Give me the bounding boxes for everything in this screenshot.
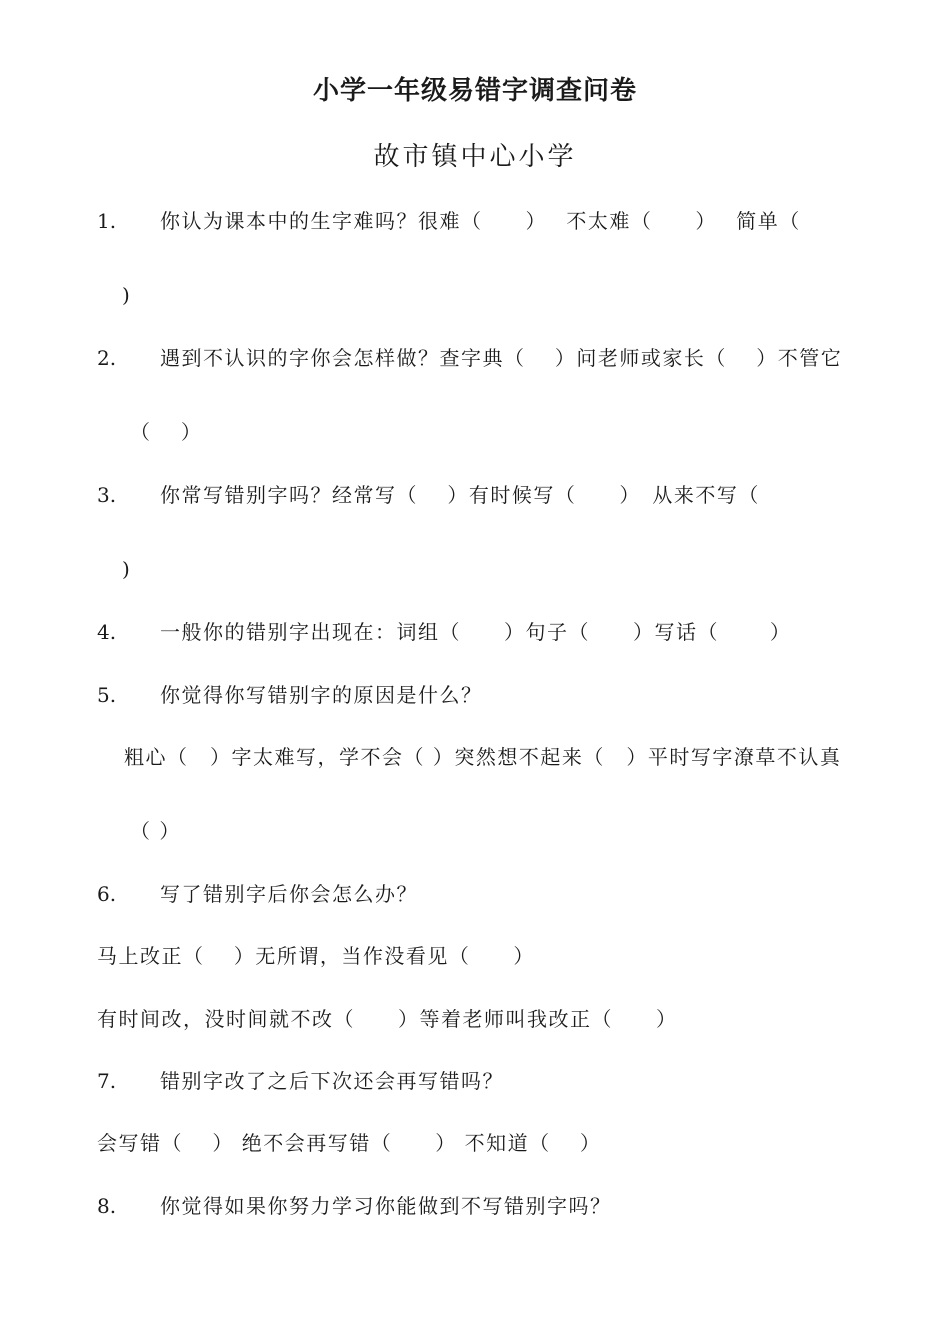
question-6-options-2: 有时间改，没时间就不改（ ）等着老师叫我改正（ ）	[97, 1007, 678, 1031]
question-6-number: 6.	[97, 882, 117, 906]
question-5-number: 5.	[97, 683, 117, 707]
question-7-options: 会写错（ ） 绝不会再写错（ ） 不知道（ ）	[97, 1131, 602, 1155]
question-1-continuation: )	[122, 283, 132, 307]
question-3-text: 你常写错别字吗？经常写（ ）有时候写（ ） 从来不写（	[160, 483, 760, 507]
question-7-text: 错别字改了之后下次还会再写错吗？	[160, 1069, 504, 1093]
question-8-number: 8.	[97, 1194, 117, 1218]
question-1-number: 1.	[97, 209, 117, 233]
question-1-text: 你认为课本中的生字难吗？很难（ ） 不太难（ ） 简单（	[160, 209, 801, 233]
question-2-continuation: （ ）	[130, 420, 203, 444]
page-title: 小学一年级易错字调查问卷	[312, 76, 637, 106]
question-6-text: 写了错别字后你会怎么办？	[160, 882, 418, 906]
question-3-continuation: )	[122, 557, 132, 581]
question-2-number: 2.	[97, 346, 117, 370]
question-4-number: 4.	[97, 620, 117, 644]
question-2-text: 遇到不认识的字你会怎样做？查字典（ ）问老师或家长（ ）不管它	[160, 346, 843, 370]
school-name: 故市镇中心小学	[373, 142, 577, 172]
question-4-text: 一般你的错别字出现在：词组（ ）句子（ ）写话（ ）	[160, 620, 792, 644]
question-5-options-continuation: （ ）	[130, 819, 181, 843]
question-5-options: 粗心（ ）字太难写，学不会（ ）突然想不起来（ ）平时写字潦草不认真	[124, 745, 842, 769]
question-8-text: 你觉得如果你努力学习你能做到不写错别字吗？	[160, 1194, 612, 1218]
question-3-number: 3.	[97, 483, 117, 507]
question-6-options-1: 马上改正（ ）无所谓，当作没看见（ ）	[97, 944, 535, 968]
question-7-number: 7.	[97, 1069, 117, 1093]
question-5-text: 你觉得你写错别字的原因是什么？	[160, 683, 483, 707]
